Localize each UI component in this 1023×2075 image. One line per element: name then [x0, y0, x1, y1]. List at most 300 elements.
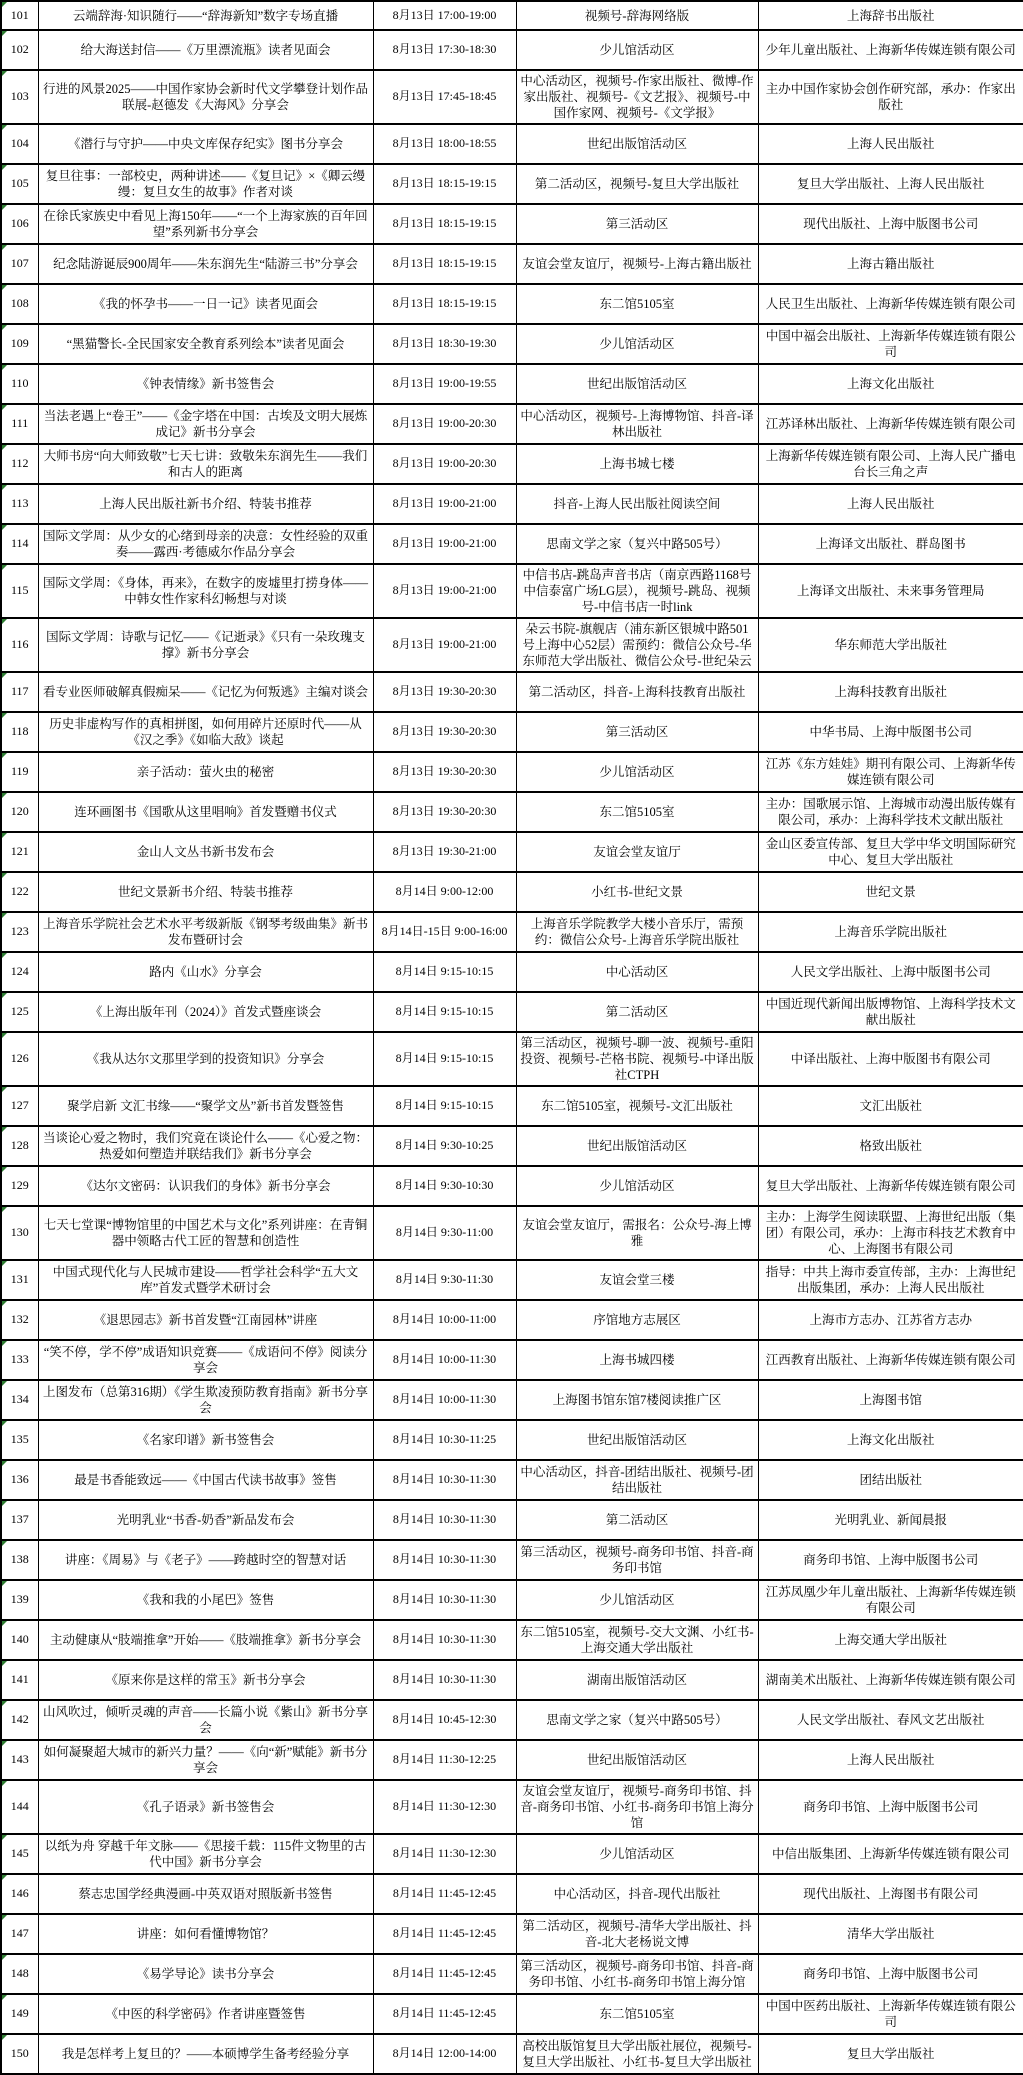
row-number-cell-text: 133	[10, 1352, 29, 1367]
event-name-cell-text: 《上海出版年刊（2024）》首发式暨座谈会	[89, 1005, 322, 1019]
venue-cell-text: 第二活动区	[605, 1513, 669, 1527]
datetime-cell	[373, 2034, 516, 2074]
event-name-cell	[38, 1580, 373, 1620]
green-corner-indicator-icon	[2, 1915, 7, 1920]
organizer-cell	[758, 952, 1023, 992]
venue-cell-text: 第三活动区	[605, 217, 669, 231]
row-number-cell	[1, 1206, 38, 1260]
event-name-cell-text: 主动健康从“肢端推拿”开始——《肢端推拿》新书分享会	[49, 1633, 362, 1647]
datetime-cell	[373, 1874, 516, 1914]
event-name-cell	[38, 1340, 373, 1380]
organizer-cell-text: 复旦大学出版社、上海新华传媒连锁有限公司	[765, 1179, 1016, 1193]
datetime-cell	[373, 564, 516, 618]
row-number-cell	[1, 484, 38, 524]
venue-cell-text: 第三活动区，视频号-聊一波、视频号-重阳投资、视频号-芒格书院、视频号-中译出版社CTPH	[520, 1036, 754, 1082]
row-number-cell-text: 104	[10, 136, 29, 151]
organizer-cell	[758, 1914, 1023, 1954]
row-number-cell-text: 115	[10, 583, 29, 598]
table-row	[1, 364, 1023, 404]
row-number-cell-text: 134	[10, 1392, 29, 1407]
organizer-cell-text: 商务印书馆、上海中版图书公司	[803, 1967, 979, 1981]
organizer-cell	[758, 164, 1023, 204]
row-number-cell-text: 101	[10, 7, 29, 22]
row-number-cell	[1, 1740, 38, 1780]
green-corner-indicator-icon	[2, 445, 7, 450]
table-row	[1, 1032, 1023, 1086]
organizer-cell-text: 主办：国歌展示馆、上海城市动漫出版传媒有限公司，承办：上海科学技术文献出版社	[765, 797, 1016, 827]
row-number-cell-text: 102	[10, 42, 29, 57]
table-row	[1, 1, 1023, 30]
organizer-cell-text: 江苏《东方娃娃》期刊有限公司、上海新华传媒连锁有限公司	[765, 757, 1016, 787]
event-name-cell	[38, 204, 373, 244]
green-corner-indicator-icon	[2, 833, 7, 838]
row-number-cell	[1, 1500, 38, 1540]
row-number-cell	[1, 1914, 38, 1954]
row-number-cell	[1, 712, 38, 752]
organizer-cell	[758, 404, 1023, 444]
datetime-cell-text: 8月13日 19:30-21:00	[392, 844, 497, 859]
green-corner-indicator-icon	[2, 1741, 7, 1746]
venue-cell	[516, 164, 758, 204]
organizer-cell-text: 上海文化出版社	[846, 377, 935, 391]
datetime-cell	[373, 1914, 516, 1954]
datetime-cell-text: 8月14日 10:30-11:30	[392, 1672, 497, 1687]
organizer-cell-text: 江苏译林出版社、上海新华传媒连锁有限公司	[765, 417, 1016, 431]
datetime-cell	[373, 832, 516, 872]
green-corner-indicator-icon	[2, 71, 7, 76]
datetime-cell	[373, 1260, 516, 1300]
organizer-cell-text: 文汇出版社	[859, 1099, 922, 1113]
venue-cell	[516, 792, 758, 832]
row-number-cell	[1, 1260, 38, 1300]
organizer-cell-text: 上海译文出版社、群岛图书	[815, 537, 966, 551]
venue-cell	[516, 832, 758, 872]
event-name-cell	[38, 992, 373, 1032]
organizer-cell-text: 清华大学出版社	[846, 1927, 935, 1941]
datetime-cell-text: 8月14日 10:30-11:30	[392, 1552, 497, 1567]
venue-cell	[516, 1086, 758, 1126]
organizer-cell	[758, 1460, 1023, 1500]
venue-cell	[516, 1300, 758, 1340]
green-corner-indicator-icon	[2, 1541, 7, 1546]
table-row	[1, 1780, 1023, 1834]
organizer-cell	[758, 244, 1023, 284]
event-name-cell-text: 聚学启新 文汇书缘——“聚学文丛”新书首发暨签售	[67, 1099, 344, 1113]
venue-cell-text: 第三活动区	[605, 725, 669, 739]
organizer-cell	[758, 1380, 1023, 1420]
event-name-cell	[38, 1086, 373, 1126]
row-number-cell	[1, 1660, 38, 1700]
event-name-cell	[38, 2034, 373, 2074]
row-number-cell-text: 142	[10, 1712, 29, 1727]
datetime-cell-text: 8月14日 9:00-12:00	[395, 884, 494, 899]
green-corner-indicator-icon	[2, 993, 7, 998]
venue-cell	[516, 124, 758, 164]
organizer-cell-text: 上海交通大学出版社	[834, 1633, 947, 1647]
table-row	[1, 1740, 1023, 1780]
green-corner-indicator-icon	[2, 1341, 7, 1346]
green-corner-indicator-icon	[2, 953, 7, 958]
row-number-cell-text: 106	[10, 216, 29, 231]
venue-cell-text: 上海音乐学院教学大楼小音乐厅，需预约：微信公众号-上海音乐学院出版社	[530, 917, 744, 947]
row-number-cell-text: 124	[10, 964, 29, 979]
row-number-cell	[1, 524, 38, 564]
organizer-cell	[758, 1874, 1023, 1914]
green-corner-indicator-icon	[2, 1661, 7, 1666]
event-name-cell	[38, 524, 373, 564]
green-corner-indicator-icon	[2, 1581, 7, 1586]
organizer-cell-text: 人民文学出版社、春风文艺出版社	[796, 1713, 985, 1727]
row-number-cell	[1, 752, 38, 792]
datetime-cell-text: 8月13日 17:45-18:45	[392, 89, 497, 104]
event-name-cell-text: 上图发布（总第316期）《学生欺凌预防教育指南》新书分享会	[42, 1385, 368, 1415]
venue-cell-text: 中心活动区，抖音-现代出版社	[553, 1887, 721, 1901]
organizer-cell	[758, 752, 1023, 792]
venue-cell	[516, 952, 758, 992]
row-number-cell-text: 123	[10, 924, 29, 939]
event-name-cell-text: 上海音乐学院社会艺术水平考级新版《钢琴考级曲集》新书发布暨研讨会	[42, 917, 368, 947]
datetime-cell-text: 8月13日 19:00-21:00	[392, 496, 497, 511]
datetime-cell	[373, 70, 516, 124]
row-number-cell	[1, 1420, 38, 1460]
organizer-cell-text: 上海科技教育出版社	[834, 685, 947, 699]
table-row	[1, 564, 1023, 618]
table-row	[1, 1340, 1023, 1380]
event-name-cell	[38, 1300, 373, 1340]
organizer-cell	[758, 1580, 1023, 1620]
datetime-cell-text: 8月14日 10:30-11:30	[392, 1632, 497, 1647]
datetime-cell-text: 8月14日 9:15-10:15	[395, 1098, 494, 1113]
datetime-cell	[373, 1420, 516, 1460]
event-name-cell-text: 大师书房“向大师致敬”七天七讲：致敬朱东润先生——我们和古人的距离	[43, 449, 368, 479]
organizer-cell-text: 中国中福会出版社、上海新华传媒连锁有限公司	[765, 329, 1016, 359]
row-number-cell-text: 112	[10, 456, 29, 471]
event-name-cell	[38, 1620, 373, 1660]
green-corner-indicator-icon	[2, 1701, 7, 1706]
table-row	[1, 30, 1023, 70]
event-name-cell-text: “笑不停，学不停”成语知识竞赛——《成语问不停》阅读分享会	[43, 1345, 368, 1375]
organizer-cell	[758, 2034, 1023, 2074]
green-corner-indicator-icon	[2, 1621, 7, 1626]
green-corner-indicator-icon	[2, 2, 7, 7]
event-name-cell	[38, 1420, 373, 1460]
row-number-cell-text: 110	[10, 376, 29, 391]
green-corner-indicator-icon	[2, 1381, 7, 1386]
datetime-cell-text: 8月14日 9:30-11:00	[395, 1225, 494, 1240]
datetime-cell-text: 8月14日 9:15-10:15	[395, 964, 494, 979]
organizer-cell	[758, 364, 1023, 404]
row-number-cell	[1, 284, 38, 324]
organizer-cell	[758, 618, 1023, 672]
row-number-cell-text: 119	[10, 764, 29, 779]
venue-cell-text: 小红书-世纪文景	[591, 885, 683, 899]
event-name-cell-text: 纪念陆游诞辰900周年——朱东润先生“陆游三书”分享会	[53, 257, 358, 271]
table-row	[1, 444, 1023, 484]
datetime-cell-text: 8月14日 11:30-12:25	[392, 1752, 497, 1767]
green-corner-indicator-icon	[2, 873, 7, 878]
organizer-cell	[758, 204, 1023, 244]
green-corner-indicator-icon	[2, 1995, 7, 2000]
row-number-cell	[1, 832, 38, 872]
row-number-cell	[1, 564, 38, 618]
table-row	[1, 952, 1023, 992]
datetime-cell-text: 8月13日 19:00-20:30	[392, 456, 497, 471]
datetime-cell	[373, 1954, 516, 1994]
green-corner-indicator-icon	[2, 285, 7, 290]
green-corner-indicator-icon	[2, 1835, 7, 1840]
table-row	[1, 204, 1023, 244]
venue-cell-text: 视频号-辞海网络版	[584, 8, 690, 23]
organizer-cell-text: 华东师范大学出版社	[834, 638, 947, 652]
datetime-cell	[373, 444, 516, 484]
green-corner-indicator-icon	[2, 245, 7, 250]
venue-cell-text: 少儿馆活动区	[599, 1847, 675, 1861]
organizer-cell	[758, 792, 1023, 832]
datetime-cell-text: 8月14日 10:45-12:30	[392, 1712, 497, 1727]
green-corner-indicator-icon	[2, 793, 7, 798]
event-name-cell	[38, 564, 373, 618]
row-number-cell-text: 148	[10, 1966, 29, 1981]
green-corner-indicator-icon	[2, 325, 7, 330]
venue-cell-text: 东二馆5105室，视频号-交大文渊、小红书-上海交通大学出版社	[520, 1625, 754, 1655]
venue-cell-text: 中心活动区，视频号-作家出版社、微博-作家出版社、视频号-《文艺报》、视频号-中国作家网、视频号-《文学报》	[520, 74, 754, 120]
row-number-cell	[1, 70, 38, 124]
venue-cell-text: 世纪出版馆活动区	[586, 137, 687, 151]
venue-cell	[516, 1420, 758, 1460]
event-name-cell-text: 《潜行与守护——中央文库保存纪实》图书分享会	[67, 137, 343, 151]
venue-cell	[516, 1580, 758, 1620]
venue-cell	[516, 1700, 758, 1740]
organizer-cell-text: 复旦大学出版社	[846, 2047, 935, 2061]
event-name-cell-text: 山风吹过，倾听灵魂的声音——长篇小说《紫山》新书分享会	[42, 1705, 368, 1735]
table-row	[1, 1540, 1023, 1580]
row-number-cell-text: 141	[10, 1672, 29, 1687]
datetime-cell-text: 8月14日 9:30-11:30	[395, 1272, 494, 1287]
row-number-cell-text: 105	[10, 176, 29, 191]
table-row	[1, 124, 1023, 164]
venue-cell-text: 第二活动区，视频号-清华大学出版社、抖音-北大老杨说文博	[522, 1919, 752, 1949]
event-name-cell-text: 当法老遇上“卷王”——《金字塔在中国：古埃及文明大展炼成记》新书分享会	[43, 409, 368, 439]
datetime-cell	[373, 1580, 516, 1620]
venue-cell	[516, 1914, 758, 1954]
event-name-cell	[38, 1166, 373, 1206]
event-name-cell	[38, 1460, 373, 1500]
venue-cell-text: 上海书城四楼	[599, 1353, 675, 1367]
row-number-cell	[1, 992, 38, 1032]
organizer-cell-text: 指导：中共上海市委宣传部，主办：上海世纪出版集团，承办：上海人民出版社	[765, 1265, 1016, 1295]
row-number-cell-text: 111	[11, 416, 29, 431]
event-name-cell-text: 《名家印谱》新书签售会	[136, 1433, 275, 1447]
event-name-cell-text: 世纪文景新书介绍、特装书推荐	[117, 885, 293, 899]
venue-cell	[516, 752, 758, 792]
row-number-cell-text: 109	[10, 336, 29, 351]
organizer-cell-text: 商务印书馆、上海中版图书公司	[803, 1553, 979, 1567]
datetime-cell-text: 8月14日 9:15-10:15	[395, 1004, 494, 1019]
event-name-cell	[38, 792, 373, 832]
organizer-cell-text: 上海图书馆	[859, 1393, 922, 1407]
event-name-cell-text: 我是怎样考上复旦的？——本硕博学生备考经验分享	[61, 2047, 350, 2061]
organizer-cell-text: 人民卫生出版社、上海新华传媒连锁有限公司	[765, 297, 1016, 311]
venue-cell	[516, 1, 758, 30]
datetime-cell	[373, 204, 516, 244]
green-corner-indicator-icon	[2, 1207, 7, 1212]
datetime-cell	[373, 1740, 516, 1780]
event-name-cell-text: 最是书香能致远——《中国古代读书故事》签售	[74, 1473, 337, 1487]
organizer-cell-text: 上海古籍出版社	[846, 257, 935, 271]
green-corner-indicator-icon	[2, 1501, 7, 1506]
row-number-cell	[1, 404, 38, 444]
venue-cell	[516, 1834, 758, 1874]
row-number-cell	[1, 1834, 38, 1874]
datetime-cell-text: 8月14日 11:30-12:30	[392, 1799, 497, 1814]
venue-cell-text: 少儿馆活动区	[599, 337, 675, 351]
venue-cell-text: 少儿馆活动区	[599, 1593, 675, 1607]
datetime-cell-text: 8月13日 19:30-20:30	[392, 724, 497, 739]
organizer-cell	[758, 712, 1023, 752]
table-row	[1, 404, 1023, 444]
row-number-cell-text: 139	[10, 1592, 29, 1607]
event-name-cell-text: 历史非虚构写作的真相拼图，如何用碎片还原时代——从《汉之季》《如临大敌》谈起	[49, 717, 362, 747]
organizer-cell	[758, 1660, 1023, 1700]
datetime-cell	[373, 1660, 516, 1700]
table-row	[1, 1260, 1023, 1300]
row-number-cell	[1, 1460, 38, 1500]
venue-cell	[516, 1460, 758, 1500]
organizer-cell-text: 上海文化出版社	[846, 1433, 935, 1447]
table-row	[1, 2034, 1023, 2074]
venue-cell-text: 第二活动区，视频号-复旦大学出版社	[534, 177, 740, 191]
venue-cell-text: 世纪出版馆活动区	[586, 1753, 687, 1767]
event-name-cell-text: 《我的怀孕书——一日一记》读者见面会	[92, 297, 318, 311]
datetime-cell-text: 8月13日 19:00-19:55	[392, 376, 497, 391]
table-row	[1, 1620, 1023, 1660]
event-name-cell-text: 国际文学周：从少女的心绪到母亲的决意：女性经验的双重奏——露西·考德威尔作品分享会	[42, 529, 368, 559]
table-row	[1, 1580, 1023, 1620]
event-name-cell	[38, 1780, 373, 1834]
table-row	[1, 324, 1023, 364]
organizer-cell	[758, 484, 1023, 524]
venue-cell	[516, 712, 758, 752]
table-row	[1, 1086, 1023, 1126]
datetime-cell	[373, 1834, 516, 1874]
datetime-cell-text: 8月13日 18:15-19:15	[392, 176, 497, 191]
row-number-cell-text: 128	[10, 1138, 29, 1153]
table-row	[1, 792, 1023, 832]
green-corner-indicator-icon	[2, 125, 7, 130]
green-corner-indicator-icon	[2, 205, 7, 210]
datetime-cell-text: 8月13日 19:00-20:30	[392, 416, 497, 431]
datetime-cell	[373, 284, 516, 324]
event-name-cell-text: 讲座：《周易》与《老子》——跨越时空的智慧对话	[64, 1553, 347, 1567]
row-number-cell-text: 150	[10, 2046, 29, 2061]
venue-cell	[516, 1540, 758, 1580]
row-number-cell-text: 135	[10, 1432, 29, 1447]
event-name-cell-text: 蔡志忠国学经典漫画-中英双语对照版新书签售	[78, 1887, 333, 1901]
venue-cell	[516, 992, 758, 1032]
event-name-cell	[38, 832, 373, 872]
datetime-cell	[373, 992, 516, 1032]
venue-cell	[516, 1780, 758, 1834]
datetime-cell	[373, 1086, 516, 1126]
organizer-cell-text: 世纪文景	[865, 885, 916, 899]
venue-cell	[516, 284, 758, 324]
green-corner-indicator-icon	[2, 1461, 7, 1466]
venue-cell-text: 友谊会堂友谊厅，视频号-上海古籍出版社	[522, 257, 752, 271]
table-row	[1, 1380, 1023, 1420]
row-number-cell	[1, 1540, 38, 1580]
event-name-cell-text: 行进的风景2025——中国作家协会新时代文学攀登计划作品联展-赵德发《大海风》分享会	[42, 82, 368, 112]
organizer-cell-text: 少年儿童出版社、上海新华传媒连锁有限公司	[765, 43, 1016, 57]
venue-cell	[516, 1874, 758, 1914]
organizer-cell	[758, 1206, 1023, 1260]
venue-cell	[516, 872, 758, 912]
venue-cell	[516, 1660, 758, 1700]
row-number-cell	[1, 1340, 38, 1380]
organizer-cell	[758, 1420, 1023, 1460]
event-name-cell	[38, 672, 373, 712]
venue-cell	[516, 1032, 758, 1086]
venue-cell	[516, 2034, 758, 2074]
venue-cell	[516, 70, 758, 124]
event-name-cell-text: 亲子活动：萤火虫的秘密	[136, 765, 275, 779]
venue-cell-text: 上海书城七楼	[599, 457, 675, 471]
venue-cell	[516, 564, 758, 618]
event-name-cell	[38, 618, 373, 672]
table-row	[1, 1460, 1023, 1500]
green-corner-indicator-icon	[2, 1875, 7, 1880]
row-number-cell	[1, 1300, 38, 1340]
event-name-cell-text: “黑猫警长-全民国家安全教育系列绘本”读者见面会	[66, 337, 345, 351]
event-name-cell-text: 如何凝聚超大城市的新兴力量？——《向“新”赋能》新书分享会	[43, 1745, 368, 1775]
event-name-cell	[38, 1380, 373, 1420]
table-row	[1, 164, 1023, 204]
datetime-cell-text: 8月13日 18:15-19:15	[392, 296, 497, 311]
green-corner-indicator-icon	[2, 1421, 7, 1426]
datetime-cell	[373, 1206, 516, 1260]
green-corner-indicator-icon	[2, 673, 7, 678]
event-name-cell	[38, 952, 373, 992]
datetime-cell-text: 8月13日 18:15-19:15	[392, 256, 497, 271]
datetime-cell-text: 8月14日 10:30-11:30	[392, 1592, 497, 1607]
datetime-cell-text: 8月14日 9:15-10:15	[395, 1051, 494, 1066]
datetime-cell	[373, 1380, 516, 1420]
row-number-cell-text: 147	[10, 1926, 29, 1941]
organizer-cell	[758, 1126, 1023, 1166]
organizer-cell	[758, 1740, 1023, 1780]
venue-cell-text: 友谊会堂友谊厅	[593, 845, 681, 859]
row-number-cell-text: 130	[10, 1225, 29, 1240]
row-number-cell	[1, 1166, 38, 1206]
green-corner-indicator-icon	[2, 365, 7, 370]
organizer-cell-text: 商务印书馆、上海中版图书公司	[803, 1800, 979, 1814]
venue-cell-text: 中心活动区	[605, 965, 669, 979]
datetime-cell	[373, 1032, 516, 1086]
datetime-cell	[373, 872, 516, 912]
event-name-cell-text: 给大海送封信——《万里漂流瓶》读者见面会	[80, 43, 331, 57]
datetime-cell	[373, 1166, 516, 1206]
datetime-cell	[373, 752, 516, 792]
row-number-cell-text: 140	[10, 1632, 29, 1647]
datetime-cell	[373, 712, 516, 752]
table-row	[1, 1206, 1023, 1260]
venue-cell-text: 第三活动区，视频号-商务印书馆、抖音-商务印书馆、小红书-商务印书馆上海分馆	[520, 1959, 754, 1989]
venue-cell	[516, 484, 758, 524]
green-corner-indicator-icon	[2, 1127, 7, 1132]
row-number-cell	[1, 124, 38, 164]
organizer-cell	[758, 832, 1023, 872]
organizer-cell-text: 光明乳业、新闻晨报	[834, 1513, 947, 1527]
venue-cell	[516, 1126, 758, 1166]
